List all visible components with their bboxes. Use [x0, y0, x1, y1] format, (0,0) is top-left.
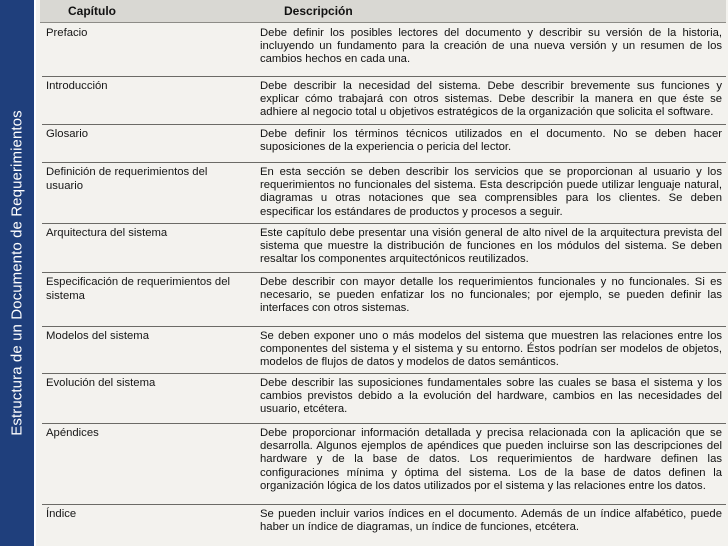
row-chapter: Apéndices — [46, 427, 99, 439]
row-chapter: Arquitectura del sistema — [46, 227, 168, 239]
table-row — [42, 424, 726, 505]
row-description: Se pueden incluir varios índices en el documento. Además de un índice alfabético, puede haber un índice de diagramas, un índice de funciones, etcétera. — [260, 508, 722, 534]
row-chapter: Definición de requerimientos del usuario — [46, 166, 208, 192]
row-description: Se deben exponer uno o más modelos del sistema que muestren las relaciones entre los componentes del sistema y el sistema y su entorno. Éstos podrían ser modelos de objetos, modelos de flujos de datos y modelos de datos semánticos. — [260, 330, 722, 369]
sidebar-banner — [0, 0, 34, 546]
row-description: Debe describir las suposiciones fundamentales sobre las cuales se basa el sistema y los cambios previstos debido a la evolución del hardware, cambios en las necesidades del usuario, etcétera. — [260, 377, 722, 416]
row-description: Este capítulo debe presentar una visión general de alto nivel de la arquitectura prevista del sistema que muestre la distribución de funciones en los módulos del sistema. Se deben resaltar los componentes arquitectónicos reutilizados. — [260, 227, 722, 266]
table-row — [42, 505, 726, 543]
table-row — [42, 374, 726, 424]
table-row — [42, 77, 726, 125]
table-row — [42, 163, 726, 224]
table-header — [40, 0, 726, 23]
document-scan — [36, 0, 728, 546]
row-description: Debe definir los posibles lectores del documento y describir su versión de la historia, incluyendo un fundamento para la creación de una nueva versión y un resumen de los cambios hechos en cada una. — [260, 27, 722, 66]
row-chapter: Especificación de requerimientos del sistema — [46, 276, 230, 302]
header-chapter: Capítulo — [68, 4, 116, 18]
row-chapter: Modelos del sistema — [46, 330, 149, 342]
row-chapter: Índice — [46, 508, 77, 520]
row-description: En esta sección se deben describir los servicios que se proporcionan al usuario y los requerimientos no funcionales del sistema. Esta descripción puede utilizar lenguaje natural, diagramas u otras notaciones que sea comprensibles para los clientes. Se deben especificar los estándares de productos y procesos a seguir. — [260, 166, 722, 218]
row-chapter: Prefacio — [46, 27, 88, 39]
table-row — [42, 125, 726, 163]
table-row — [42, 273, 726, 327]
row-description: Debe describir la necesidad del sistema. Debe describir brevemente sus funciones y explicar cómo trabajará con otros sistemas. Debe describir la manera en que éste se adhiere al negocio total u objetivos estratégicos de la organización que solicita el software. — [260, 80, 722, 119]
row-description: Debe describir con mayor detalle los requerimientos funcionales y no funcionales. Si es necesario, se pueden enfatizar los no funcionales; por ejemplo, se pueden definir las interfaces con otros sistemas. — [260, 276, 722, 315]
row-chapter: Introducción — [46, 80, 108, 92]
row-chapter: Evolución del sistema — [46, 377, 156, 389]
header-description: Descripción — [284, 4, 353, 18]
row-description: Debe definir los términos técnicos utilizados en el documento. No se deben hacer suposiciones de la experiencia o pericia del lector. — [260, 128, 722, 154]
row-description: Debe proporcionar información detallada y precisa relacionada con la aplicación que se desarrolla. Algunos ejemplos de apéndices que pueden incluirse son las descripciones del hardware y de la base de datos. Los requerimientos de hardware definen las configuraciones mínima y óptima del sistema. Los de la base de datos definen la organización lógica de los datos utilizados por el sistema y las relaciones entre los datos. — [260, 427, 722, 492]
table-row — [42, 327, 726, 374]
table-row — [42, 24, 726, 77]
sidebar-title: Estructura de un Documento de Requerimientos — [8, 110, 26, 436]
table-row — [42, 224, 726, 273]
row-chapter: Glosario — [46, 128, 89, 140]
